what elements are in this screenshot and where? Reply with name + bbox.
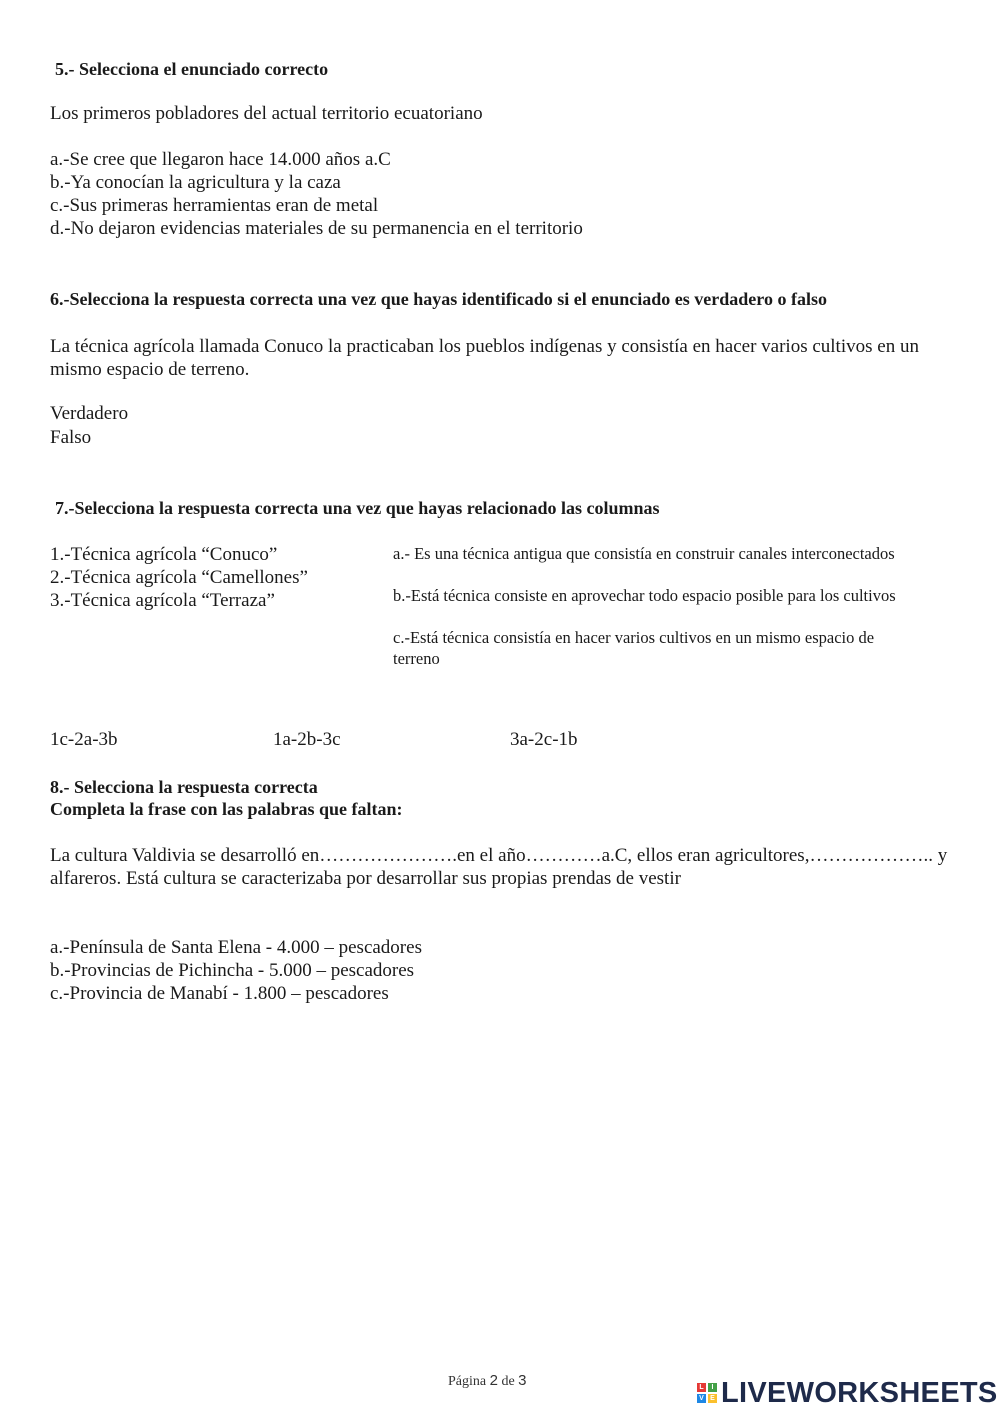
q5-heading: 5.- Selecciona el enunciado correcto: [55, 59, 329, 79]
logo-mark-icon: [697, 1383, 717, 1403]
q5-option-d[interactable]: d.-No dejaron evidencias materiales de su permanencia en el territorio: [50, 218, 583, 239]
q7-heading: 7.-Selecciona la respuesta correcta una vez que hayas relacionado las columnas: [55, 498, 660, 518]
q8-sentence: La cultura Valdivia se desarrolló en………………….en el año…………a.C, ellos eran agricultores,……………….. y alfareros. Está cultura se caracterizaba por desarrollar sus propias prendas de vestir: [50, 845, 948, 889]
q8-option-c[interactable]: c.-Provincia de Manabí - 1.800 – pescadores: [50, 983, 389, 1004]
q7-option-1[interactable]: 1c-2a-3b: [50, 729, 118, 750]
q5-stem: Los primeros pobladores del actual territorio ecuatoriano: [50, 103, 483, 124]
page-number: [448, 1372, 527, 1390]
q6-statement: La técnica agrícola llamada Conuco la practicaban los pueblos indígenas y consistía en hacer varios cultivos en un mismo espacio de terreno.: [50, 336, 919, 380]
q5-option-c[interactable]: c.-Sus primeras herramientas eran de metal: [50, 195, 379, 216]
logo-tile-v: V: [697, 1394, 706, 1403]
q7-right-item-a: a.- Es una técnica antigua que consistía en construir canales interconectados: [393, 544, 895, 563]
page-number-of: de: [501, 1374, 515, 1389]
q7-left-item-2: 2.-Técnica agrícola “Camellones”: [50, 567, 308, 588]
liveworksheets-logo: [697, 1378, 998, 1408]
q7-right-item-c: c.-Está técnica consistía en hacer varios cultivos en un mismo espacio de terreno: [393, 628, 875, 668]
q5-option-b[interactable]: b.-Ya conocían la agricultura y la caza: [50, 172, 341, 193]
page-number-current: 2: [489, 1372, 498, 1389]
q6-option-false[interactable]: Falso: [50, 427, 92, 448]
q7-right-item-b: b.-Está técnica consiste en aprovechar todo espacio posible para los cultivos: [393, 586, 896, 605]
logo-tile-i: I: [708, 1383, 717, 1392]
q6-option-true[interactable]: Verdadero: [50, 403, 129, 424]
q8-option-a[interactable]: a.-Península de Santa Elena - 4.000 – pescadores: [50, 937, 422, 958]
q7-option-3[interactable]: 3a-2c-1b: [510, 729, 578, 750]
logo-tile-e: E: [708, 1394, 717, 1403]
q7-left-item-1: 1.-Técnica agrícola “Conuco”: [50, 544, 278, 565]
q8-subheading: Completa la frase con las palabras que faltan:: [50, 799, 403, 819]
page-number-total: 3: [518, 1372, 527, 1389]
q8-option-b[interactable]: b.-Provincias de Pichincha - 5.000 – pescadores: [50, 960, 415, 981]
q7-left-item-3: 3.-Técnica agrícola “Terraza”: [50, 590, 275, 611]
logo-tile-l: L: [697, 1383, 706, 1392]
page-number-prefix: Página: [448, 1374, 487, 1389]
q7-option-2[interactable]: 1a-2b-3c: [273, 729, 341, 750]
logo-wordmark: LIVEWORKSHEETS: [721, 1376, 998, 1409]
q5-option-a[interactable]: a.-Se cree que llegaron hace 14.000 años a.C: [50, 149, 391, 170]
q8-heading: 8.- Selecciona la respuesta correcta: [50, 777, 318, 797]
q6-heading: 6.-Selecciona la respuesta correcta una vez que hayas identificado si el enunciado es verdadero o falso: [50, 289, 827, 309]
